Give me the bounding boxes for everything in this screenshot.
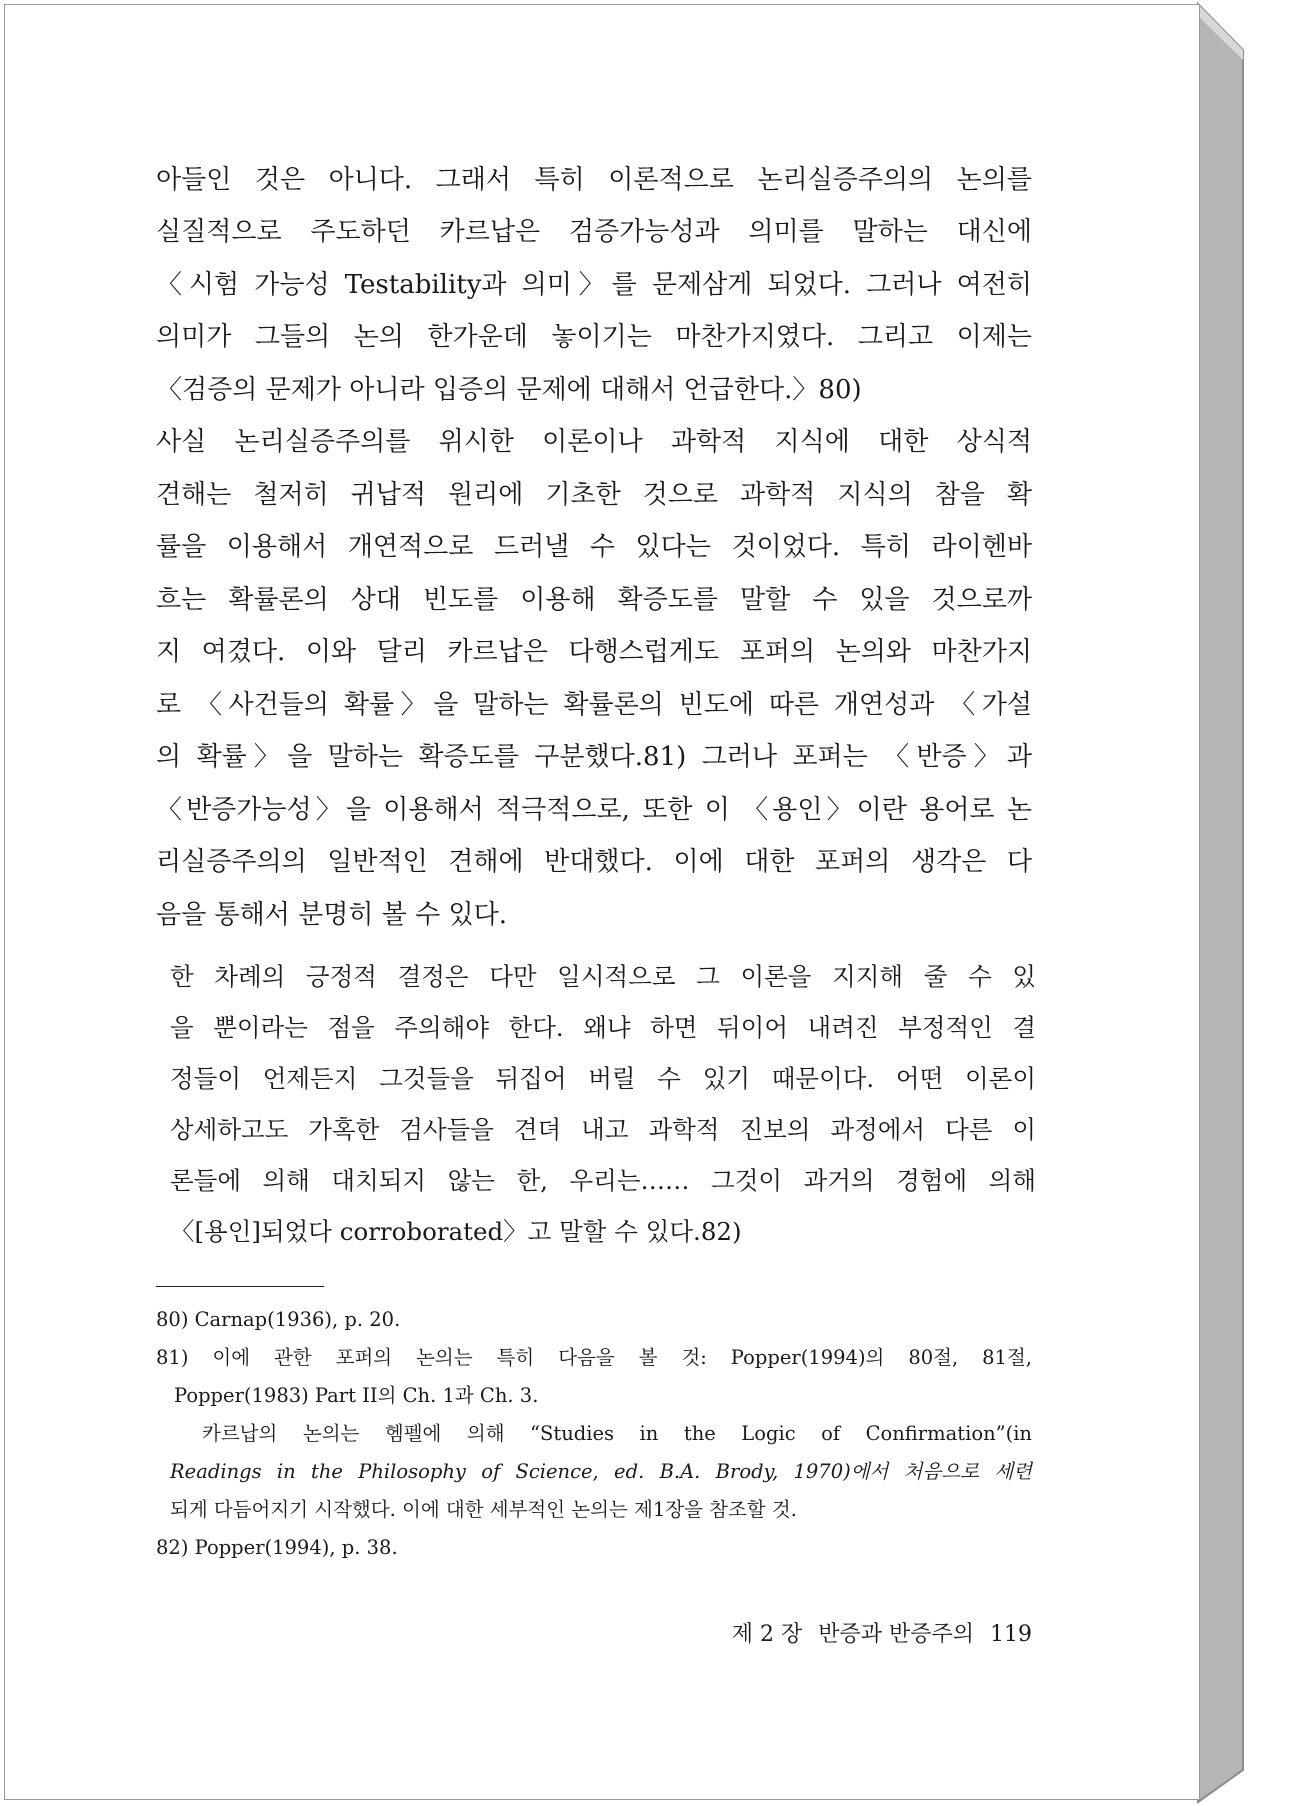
footnote-divider <box>156 1286 324 1287</box>
text-line: 견해는 철저히 귀납적 원리에 기초한 것으로 과학적 지식의 참을 확 <box>156 480 1032 510</box>
quote-line: 한 차례의 긍정적 결정은 다만 일시적으로 그 이론을 지지해 줄 수 있 <box>170 962 1036 991</box>
text-line: 〈반증가능성〉을 이용해서 적극적으로, 또한 이 〈용인〉이란 용어로 논 <box>156 795 1032 825</box>
text-line: 실질적으로 주도하던 카르납은 검증가능성과 의미를 말하는 대신에 <box>156 217 1032 247</box>
footnote-80: 80) Carnap(1936), p. 20. <box>156 1308 401 1331</box>
quote-line: 론들에 의해 대치되지 않는 한, 우리는…… 그것이 과거의 경험에 의해 <box>170 1166 1036 1195</box>
quote-line: 상세하고도 가혹한 검사들을 견뎌 내고 과학적 진보의 과정에서 다른 이 <box>170 1115 1036 1144</box>
book-spine-side <box>1198 4 1243 1802</box>
text-line: 〈검증의 문제가 아니라 입증의 문제에 대해서 언급한다.〉80) <box>156 375 862 405</box>
text-line: 음을 통해서 분명히 볼 수 있다. <box>156 900 507 930</box>
page-number: 119 <box>990 1622 1032 1647</box>
text-line: 리실증주의의 일반적인 견해에 반대했다. 이에 대한 포퍼의 생각은 다 <box>156 847 1032 877</box>
footnote-81-continuation: Readings in the Philosophy of Science, ed. B.A. Brody, 1970)에서 처음으로 세련 <box>170 1460 1032 1483</box>
text-line: 지 여겼다. 이와 달리 카르납은 다행스럽게도 포퍼의 논의와 마찬가지 <box>156 637 1032 667</box>
footnote-81-continuation: 카르납의 논의는 헴펠에 의해 “Studies in the Logic of Confirmation”(in <box>202 1422 1032 1445</box>
quote-line: 정들이 언제든지 그것들을 뒤집어 버릴 수 있기 때문이다. 어떤 이론이 <box>170 1064 1036 1093</box>
text-line: 의미가 그들의 논의 한가운데 놓이기는 마찬가지였다. 그리고 이제는 <box>156 322 1032 352</box>
running-footer <box>600 1620 1032 1650</box>
text-line: 로 〈사건들의 확률〉을 말하는 확률론의 빈도에 따른 개연성과 〈가설 <box>156 690 1032 720</box>
text-line: 의 확률〉을 말하는 확증도를 구분했다.81) 그러나 포퍼는 〈반증〉과 <box>156 742 1032 772</box>
quote-line: 을 뿐이라는 점을 주의해야 한다. 왜냐 하면 뒤이어 내려진 부정적인 결 <box>170 1013 1036 1042</box>
text-line: 흐는 확률론의 상대 빈도를 이용해 확증도를 말할 수 있을 것으로까 <box>156 585 1032 615</box>
footnote-81-continuation: 되게 다듬어지기 시작했다. 이에 대한 세부적인 논의는 제1장을 참조할 것. <box>170 1498 797 1521</box>
text-line: 률을 이용해서 개연적으로 드러낼 수 있다는 것이었다. 특히 라이헨바 <box>156 532 1032 562</box>
quote-line: 〈[용인]되었다 corroborated〉고 말할 수 있다.82) <box>170 1217 742 1246</box>
text-line: 사실 논리실증주의를 위시한 이론이나 과학적 지식에 대한 상식적 <box>156 427 1032 457</box>
footnote-82: 82) Popper(1994), p. 38. <box>156 1536 398 1559</box>
chapter-title: 반증과 반증주의 <box>818 1622 974 1647</box>
footnote-81: 81) 이에 관한 포퍼의 논의는 특히 다음을 볼 것: Popper(1994)의 80절, 81절, <box>156 1346 1032 1369</box>
text-line: 〈시험 가능성 Testability과 의미〉를 문제삼게 되었다. 그러나 여전히 <box>156 270 1032 300</box>
footnote-81-continuation: Popper(1983) Part II의 Ch. 1과 Ch. 3. <box>174 1384 539 1407</box>
chapter-label: 제 2 장 <box>731 1622 803 1647</box>
text-line: 아들인 것은 아니다. 그래서 특히 이론적으로 논리실증주의의 논의를 <box>156 165 1032 195</box>
